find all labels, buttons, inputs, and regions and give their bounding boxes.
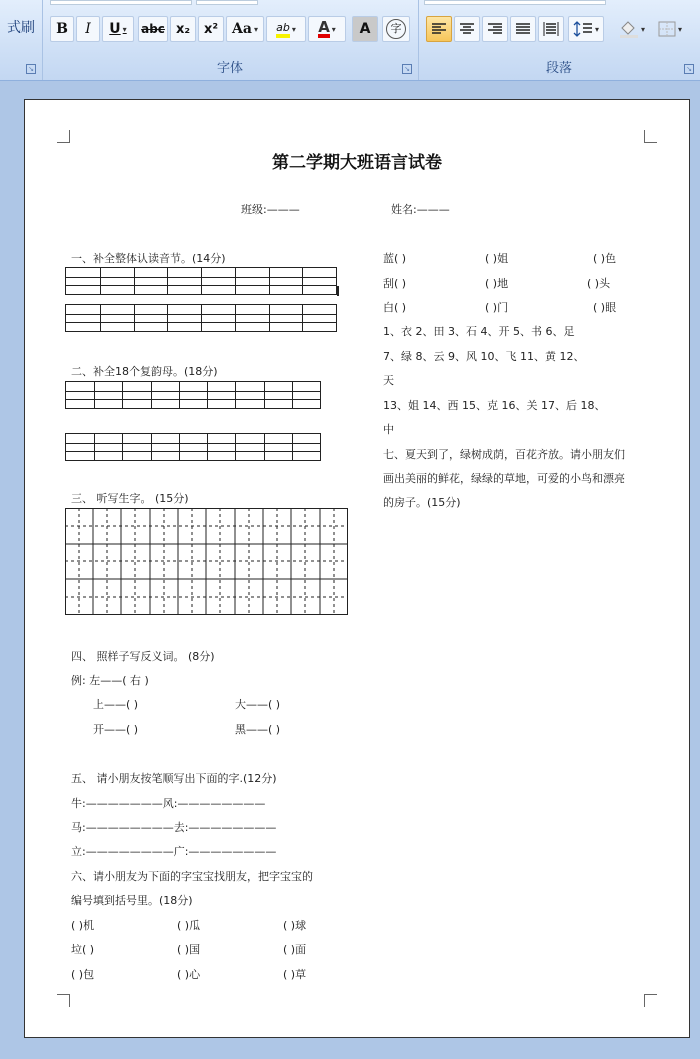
word-item: 蓝( ) — [383, 252, 407, 265]
chevron-down-icon: ▾ — [291, 24, 296, 34]
word-item: ( )面 — [283, 943, 307, 956]
section-6-heading-cont: 编号填到括号里。(18分) — [71, 894, 193, 907]
align-right-button[interactable] — [482, 16, 508, 42]
italic-button[interactable]: I — [76, 16, 100, 42]
borders-button[interactable] — [652, 16, 688, 42]
class-field: 班级:——— — [241, 203, 300, 216]
align-center-icon — [459, 22, 475, 36]
grid-line — [292, 434, 293, 460]
section-4-heading: 四、 照样子写反义词。 (8分) — [71, 650, 215, 663]
subscript-button[interactable]: x₂ — [170, 16, 196, 42]
numbered-words: 1、衣 2、田 3、石 4、开 5、书 6、足 — [383, 325, 575, 338]
word-item: 刮( ) — [383, 277, 407, 290]
word-item: ( )球 — [283, 919, 307, 932]
paragraph-group — [418, 0, 700, 80]
pinyin-grid — [65, 381, 321, 409]
justify-button[interactable] — [510, 16, 536, 42]
grid-line — [100, 305, 101, 331]
grid-line — [122, 434, 123, 460]
antonym-example: 例: 左——( 右 ) — [71, 674, 149, 687]
chevron-down-icon: ▾ — [331, 24, 336, 34]
grid-line — [167, 268, 168, 294]
crop-mark — [57, 994, 70, 1007]
paragraph-group-label: 段落 — [545, 61, 572, 76]
grid-line — [151, 382, 152, 408]
pinyin-grid — [65, 267, 337, 295]
grid-line — [134, 268, 135, 294]
grid-line — [264, 434, 265, 460]
highlight-icon: ab — [276, 21, 290, 38]
list-buttons-row — [424, 0, 606, 5]
change-case-button[interactable] — [226, 16, 264, 42]
doc-title: 第二学期大班语言试卷 — [272, 153, 442, 173]
word-item: ( )地 — [485, 277, 509, 290]
grid-line — [235, 305, 236, 331]
word-item: ( )心 — [177, 968, 201, 981]
font-name-box[interactable] — [50, 0, 192, 5]
section-7-text: 的房子。(15分) — [383, 496, 461, 509]
grid-line — [235, 268, 236, 294]
enclose-icon: 字 — [386, 19, 406, 39]
grid-line — [201, 305, 202, 331]
clipboard-group — [0, 0, 43, 80]
crop-mark — [57, 130, 70, 143]
grid-line — [235, 382, 236, 408]
grid-line — [100, 268, 101, 294]
font-size-box[interactable] — [196, 0, 258, 5]
case-label: Aa — [232, 21, 252, 37]
grid-marker — [337, 286, 339, 296]
word-item: ( )姐 — [485, 252, 509, 265]
font-group — [42, 0, 419, 80]
bold-button[interactable]: B — [50, 16, 74, 42]
font-color-button[interactable] — [308, 16, 346, 42]
grid-line — [151, 434, 152, 460]
numbered-words: 天 — [383, 374, 394, 387]
word-item: ( )头 — [587, 277, 611, 290]
chevron-down-icon: ▾ — [253, 24, 258, 34]
underline-button[interactable] — [102, 16, 134, 42]
font-color-icon: A — [318, 18, 330, 36]
shading-button[interactable] — [614, 16, 650, 42]
grid-line — [94, 434, 95, 460]
antonym-item: 黑——( ) — [235, 723, 281, 736]
section-6-heading: 六、请小朋友为下面的字宝宝找朋友，把字宝宝的 — [71, 870, 313, 883]
grid-line — [235, 434, 236, 460]
section-7-text: 画出美丽的鲜花，绿绿的草地，可爱的小鸟和漂亮 — [383, 472, 625, 485]
grid-line — [269, 305, 270, 331]
paint-bucket-icon — [619, 20, 639, 38]
align-left-button[interactable] — [426, 16, 452, 42]
chevron-down-icon: ▾ — [640, 24, 645, 34]
numbered-words: 中 — [383, 423, 394, 436]
grid-line — [167, 305, 168, 331]
clipboard-launcher-icon[interactable]: ↘ — [26, 64, 36, 74]
grid-line — [179, 382, 180, 408]
grid-line — [207, 434, 208, 460]
word-item: ( )包 — [71, 968, 95, 981]
grid-line — [207, 382, 208, 408]
section-3-heading: 三、 听写生字。 (15分) — [71, 492, 189, 505]
chevron-down-icon: ▾ — [122, 24, 127, 34]
paragraph-launcher-icon[interactable]: ↘ — [684, 64, 694, 74]
word-item: ( )机 — [71, 919, 95, 932]
section-5-heading: 五、 请小朋友按笔顺写出下面的字.(12分) — [71, 772, 277, 785]
crop-mark — [644, 994, 657, 1007]
underline-label: U — [109, 21, 121, 37]
pinyin-grid — [65, 304, 337, 332]
grid-line — [292, 382, 293, 408]
document-page[interactable] — [24, 99, 690, 1038]
stroke-order-line: 牛:———————风:———————— — [71, 797, 266, 810]
word-item: 白( ) — [383, 301, 407, 314]
align-right-icon — [487, 22, 503, 36]
pinyin-grid — [65, 433, 321, 461]
grid-line — [264, 382, 265, 408]
grid-line — [302, 305, 303, 331]
chevron-down-icon: ▾ — [594, 24, 599, 34]
word-item: ( )草 — [283, 968, 307, 981]
antonym-item: 上——( ) — [93, 698, 139, 711]
justify-icon — [515, 22, 531, 36]
grid-line — [134, 305, 135, 331]
grid-line — [201, 268, 202, 294]
border-grid-icon — [658, 21, 676, 37]
numbered-words: 7、绿 8、云 9、风 10、飞 11、黄 12、 — [383, 350, 585, 363]
chevron-down-icon: ▾ — [677, 24, 682, 34]
word-item: ( )眼 — [593, 301, 617, 314]
grid-line — [66, 451, 320, 452]
section-2-heading: 二、补全18个复韵母。(18分) — [71, 365, 218, 378]
section-1-heading: 一、补全整体认读音节。(14分) — [71, 252, 226, 265]
ribbon — [0, 0, 700, 81]
crop-mark — [644, 130, 657, 143]
distributed-button[interactable] — [538, 16, 564, 42]
word-item: ( )门 — [485, 301, 509, 314]
antonym-item: 开——( ) — [93, 723, 139, 736]
line-spacing-icon — [573, 21, 593, 37]
grid-line — [269, 268, 270, 294]
word-item: ( )色 — [593, 252, 617, 265]
stroke-order-line: 马:————————去:———————— — [71, 821, 277, 834]
tianzige-grid — [65, 508, 349, 616]
align-center-button[interactable] — [454, 16, 480, 42]
character-shading-button[interactable]: A — [352, 16, 378, 42]
strikethrough-button[interactable]: abc — [138, 16, 168, 42]
enclose-character-button[interactable] — [382, 16, 410, 42]
word-item: ( )国 — [177, 943, 201, 956]
antonym-item: 大——( ) — [235, 698, 281, 711]
section-7-heading: 七、夏天到了，绿树成荫，百花齐放。请小朋友们 — [383, 448, 625, 461]
line-spacing-button[interactable] — [568, 16, 604, 42]
stroke-order-line: 立:————————广:———————— — [71, 845, 277, 858]
format-painter-button[interactable]: 式刷 — [7, 20, 35, 36]
grid-line — [122, 382, 123, 408]
align-left-icon — [431, 22, 447, 36]
word-item: ( )瓜 — [177, 919, 201, 932]
distributed-icon — [543, 21, 559, 37]
font-group-label: 字体 — [216, 61, 243, 76]
font-launcher-icon[interactable]: ↘ — [402, 64, 412, 74]
grid-line — [179, 434, 180, 460]
grid-line — [94, 382, 95, 408]
word-item: 垃( ) — [71, 943, 95, 956]
grid-line — [66, 399, 320, 400]
superscript-button[interactable]: x² — [198, 16, 224, 42]
highlight-button[interactable] — [266, 16, 306, 42]
name-field: 姓名:——— — [391, 203, 450, 216]
grid-line — [66, 443, 320, 444]
grid-line — [302, 268, 303, 294]
grid-line — [66, 391, 320, 392]
numbered-words: 13、姐 14、西 15、克 16、关 17、后 18、 — [383, 399, 606, 412]
